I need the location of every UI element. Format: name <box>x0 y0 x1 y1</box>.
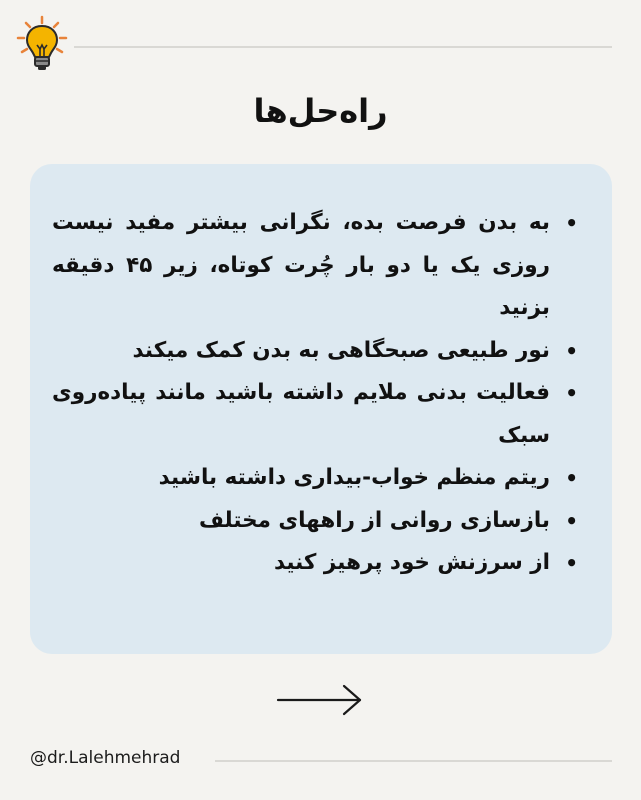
bullet: • <box>565 466 578 490</box>
list-item <box>52 457 578 500</box>
bullet: • <box>565 211 578 235</box>
page-title: راه‌حل‌ها <box>253 92 388 130</box>
lightbulb-icon <box>14 14 70 74</box>
bottom-divider <box>215 760 612 762</box>
list-item-text: از سرزنش خود پرهیز کنید <box>273 550 550 575</box>
bullet: • <box>565 551 578 575</box>
header <box>0 0 641 80</box>
bullet: • <box>565 338 578 363</box>
list-item <box>52 500 578 543</box>
top-divider <box>74 46 612 48</box>
list-item-text: نور طبیعی صبحگاهی به بدن کمک میکند <box>132 337 550 363</box>
list-item <box>52 372 578 457</box>
list-item-text: به بدن فرصت بده، نگرانی بیشتر مفید نیست روزی یک یا دو بار چُرت کوتاه، زیر ۴۵ دقیقه بزنید <box>52 210 550 320</box>
bullet: • <box>565 381 578 405</box>
list-item <box>52 330 578 373</box>
list-item <box>52 542 578 585</box>
arrow-right-icon[interactable] <box>276 682 364 718</box>
author-handle: @dr.Lalehmehrad <box>30 748 181 768</box>
solutions-card <box>30 164 612 654</box>
list-item-text: فعالیت بدنی ملایم داشته باشید مانند پیاده‌روی سبک <box>52 380 550 448</box>
solutions-list <box>52 202 578 585</box>
list-item-text: ریتم منظم خواب-بیداری داشته باشید <box>158 465 550 490</box>
list-item <box>52 202 578 330</box>
list-item-text: بازسازی روانی از راههای مختلف <box>198 507 550 533</box>
bullet: • <box>565 508 578 533</box>
